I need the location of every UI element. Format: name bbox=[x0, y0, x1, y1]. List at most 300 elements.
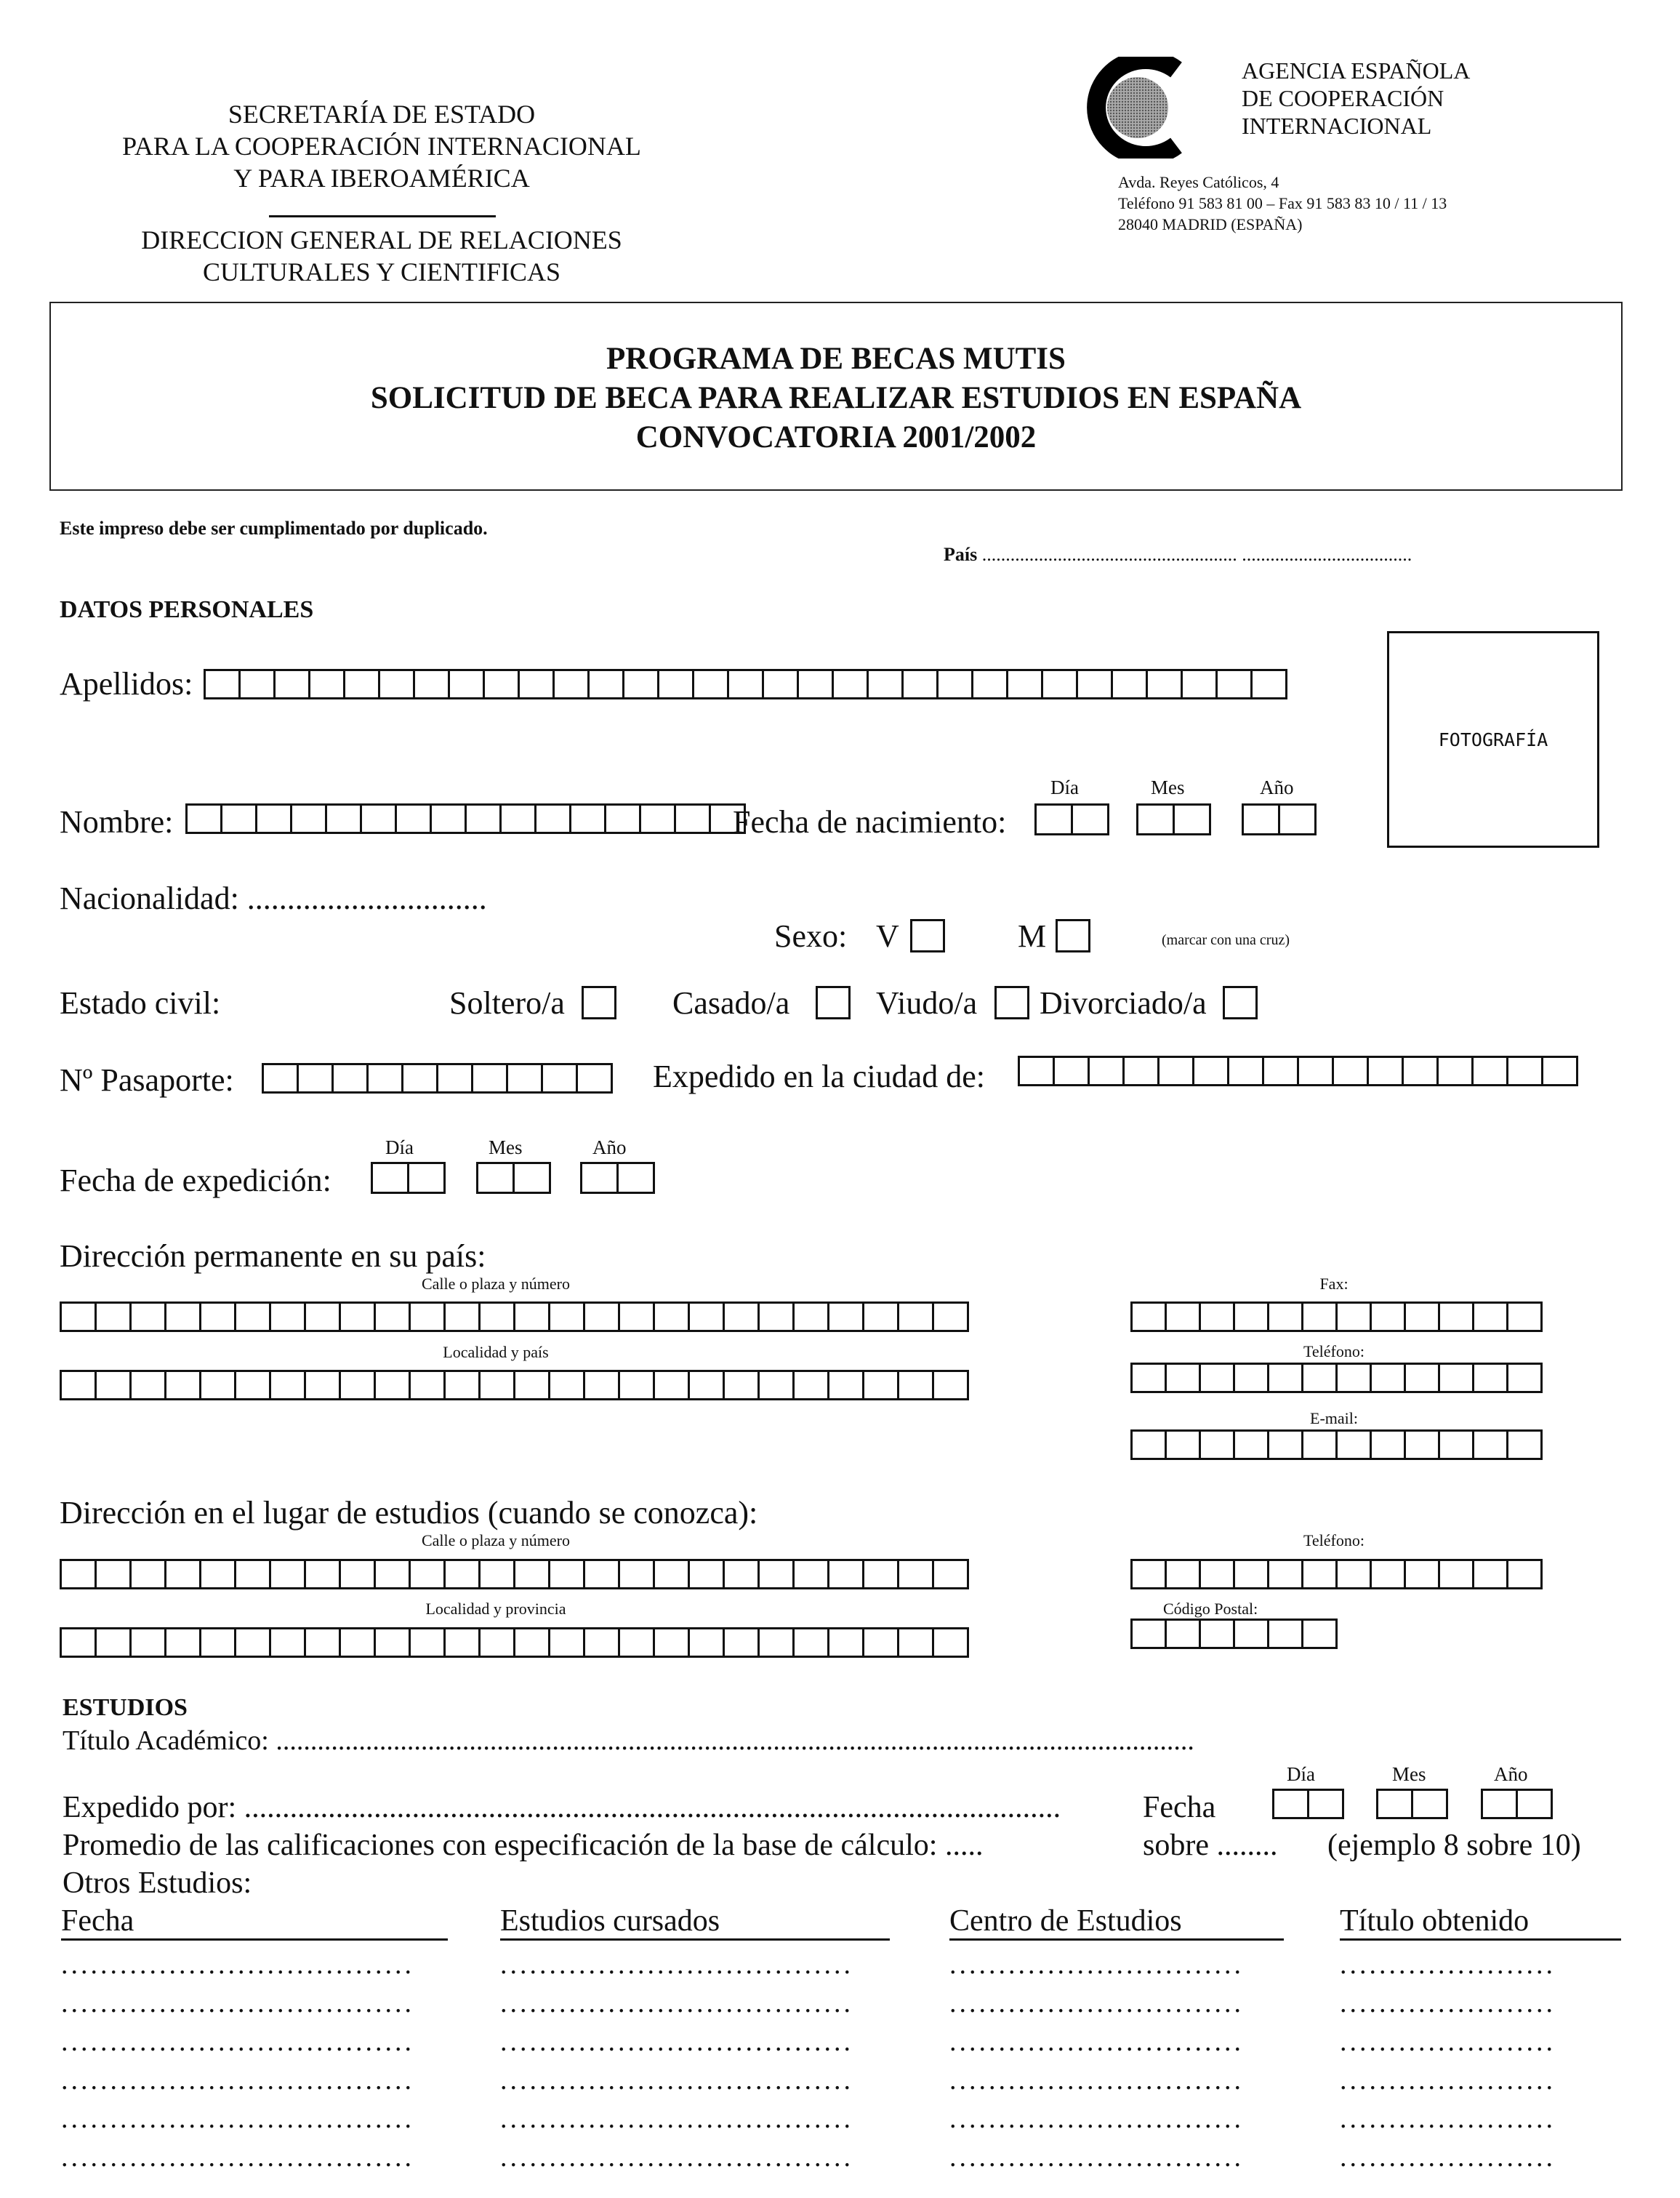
char-box[interactable] bbox=[827, 1370, 864, 1400]
char-box[interactable] bbox=[1278, 803, 1317, 835]
char-box[interactable] bbox=[1301, 1429, 1338, 1460]
address-perm-locality-boxes[interactable] bbox=[60, 1370, 967, 1400]
char-box[interactable] bbox=[541, 1063, 578, 1094]
char-box[interactable] bbox=[757, 1559, 795, 1589]
studies-day-boxes[interactable] bbox=[1272, 1789, 1342, 1819]
char-box[interactable] bbox=[360, 803, 397, 834]
char-box[interactable] bbox=[897, 1627, 934, 1658]
char-box[interactable] bbox=[478, 1370, 515, 1400]
char-box[interactable] bbox=[1130, 1429, 1167, 1460]
char-box[interactable] bbox=[1130, 1301, 1167, 1332]
char-box[interactable] bbox=[1233, 1429, 1269, 1460]
char-box[interactable] bbox=[897, 1370, 934, 1400]
char-box[interactable] bbox=[1041, 669, 1078, 699]
study-row-dots[interactable]: .............................. bbox=[949, 1988, 1244, 2018]
exp-month-boxes[interactable] bbox=[476, 1162, 549, 1194]
study-row-dots[interactable]: ...................... bbox=[1340, 1949, 1556, 1980]
char-box[interactable] bbox=[1404, 1363, 1440, 1393]
soltero-checkbox[interactable] bbox=[582, 986, 616, 1019]
char-box[interactable] bbox=[409, 1301, 446, 1332]
exp-day-boxes[interactable] bbox=[371, 1162, 443, 1194]
char-box[interactable] bbox=[674, 803, 711, 834]
char-box[interactable] bbox=[255, 803, 292, 834]
char-box[interactable] bbox=[518, 669, 555, 699]
char-box[interactable] bbox=[443, 1370, 481, 1400]
char-box[interactable] bbox=[443, 1301, 481, 1332]
char-box[interactable] bbox=[1404, 1301, 1440, 1332]
char-box[interactable] bbox=[1215, 669, 1253, 699]
char-box[interactable] bbox=[378, 669, 415, 699]
study-row-dots[interactable]: ...................... bbox=[1340, 2026, 1556, 2057]
char-box[interactable] bbox=[371, 1162, 409, 1194]
char-box[interactable] bbox=[1272, 1789, 1309, 1819]
photo-box[interactable] bbox=[1387, 631, 1599, 848]
char-box[interactable] bbox=[548, 1627, 585, 1658]
char-box[interactable] bbox=[1301, 1559, 1338, 1589]
char-box[interactable] bbox=[1297, 1056, 1334, 1086]
char-box[interactable] bbox=[1267, 1559, 1303, 1589]
char-box[interactable] bbox=[1199, 1301, 1235, 1332]
char-box[interactable] bbox=[1130, 1559, 1167, 1589]
char-box[interactable] bbox=[1199, 1559, 1235, 1589]
char-box[interactable] bbox=[220, 803, 257, 834]
char-box[interactable] bbox=[723, 1627, 760, 1658]
char-box[interactable] bbox=[269, 1370, 306, 1400]
char-box[interactable] bbox=[932, 1559, 969, 1589]
char-box[interactable] bbox=[471, 1063, 508, 1094]
char-box[interactable] bbox=[653, 1559, 690, 1589]
study-row-dots[interactable]: .................................... bbox=[61, 2065, 414, 2095]
char-box[interactable] bbox=[657, 669, 694, 699]
char-box[interactable] bbox=[129, 1301, 166, 1332]
char-box[interactable] bbox=[832, 669, 869, 699]
study-row-dots[interactable]: .................................... bbox=[500, 1949, 853, 1980]
char-box[interactable] bbox=[1516, 1789, 1553, 1819]
char-box[interactable] bbox=[476, 1162, 515, 1194]
study-row-dots[interactable]: .................................... bbox=[500, 1988, 853, 2018]
char-box[interactable] bbox=[234, 1559, 271, 1589]
expedido-ciudad-boxes[interactable] bbox=[1018, 1056, 1576, 1086]
char-box[interactable] bbox=[1165, 1619, 1201, 1649]
char-box[interactable] bbox=[1122, 1056, 1159, 1086]
study-row-dots[interactable]: ...................... bbox=[1340, 2065, 1556, 2095]
study-row-dots[interactable]: .................................... bbox=[61, 2142, 414, 2173]
char-box[interactable] bbox=[339, 1627, 376, 1658]
char-box[interactable] bbox=[1173, 803, 1211, 835]
expedido-por-field[interactable]: Expedido por: ........................................................................................................... bbox=[63, 1791, 1061, 1824]
char-box[interactable] bbox=[552, 669, 590, 699]
char-box[interactable] bbox=[199, 1627, 236, 1658]
char-box[interactable] bbox=[604, 803, 641, 834]
char-box[interactable] bbox=[548, 1559, 585, 1589]
char-box[interactable] bbox=[692, 669, 729, 699]
study-row-dots[interactable]: ...................... bbox=[1340, 2142, 1556, 2173]
char-box[interactable] bbox=[409, 1370, 446, 1400]
birth-month-boxes[interactable] bbox=[1136, 803, 1209, 835]
char-box[interactable] bbox=[1165, 1429, 1201, 1460]
char-box[interactable] bbox=[1506, 1301, 1543, 1332]
char-box[interactable] bbox=[1088, 1056, 1125, 1086]
char-box[interactable] bbox=[971, 669, 1008, 699]
char-box[interactable] bbox=[269, 1301, 306, 1332]
char-box[interactable] bbox=[1136, 803, 1175, 835]
char-box[interactable] bbox=[443, 1559, 481, 1589]
char-box[interactable] bbox=[1018, 1056, 1055, 1086]
char-box[interactable] bbox=[757, 1301, 795, 1332]
char-box[interactable] bbox=[1034, 803, 1073, 835]
char-box[interactable] bbox=[688, 1627, 725, 1658]
char-box[interactable] bbox=[1506, 1559, 1543, 1589]
char-box[interactable] bbox=[1181, 669, 1218, 699]
char-box[interactable] bbox=[827, 1559, 864, 1589]
char-box[interactable] bbox=[401, 1063, 438, 1094]
char-box[interactable] bbox=[936, 669, 973, 699]
char-box[interactable] bbox=[164, 1370, 201, 1400]
char-box[interactable] bbox=[901, 669, 939, 699]
char-box[interactable] bbox=[407, 1162, 446, 1194]
char-box[interactable] bbox=[583, 1559, 620, 1589]
char-box[interactable] bbox=[688, 1370, 725, 1400]
char-box[interactable] bbox=[129, 1627, 166, 1658]
study-row-dots[interactable]: ...................... bbox=[1340, 1988, 1556, 2018]
char-box[interactable] bbox=[618, 1559, 655, 1589]
char-box[interactable] bbox=[366, 1063, 403, 1094]
char-box[interactable] bbox=[1157, 1056, 1194, 1086]
char-box[interactable] bbox=[129, 1370, 166, 1400]
exp-year-boxes[interactable] bbox=[580, 1162, 653, 1194]
char-box[interactable] bbox=[269, 1559, 306, 1589]
address-study-street-boxes[interactable] bbox=[60, 1559, 967, 1589]
char-box[interactable] bbox=[513, 1627, 550, 1658]
study-row-dots[interactable]: .................................... bbox=[500, 2065, 853, 2095]
char-box[interactable] bbox=[1335, 1559, 1372, 1589]
char-box[interactable] bbox=[1481, 1789, 1518, 1819]
study-row-dots[interactable]: .................................... bbox=[500, 2103, 853, 2134]
char-box[interactable] bbox=[688, 1559, 725, 1589]
char-box[interactable] bbox=[443, 1627, 481, 1658]
char-box[interactable] bbox=[580, 1162, 619, 1194]
char-box[interactable] bbox=[374, 1370, 411, 1400]
char-box[interactable] bbox=[304, 1627, 341, 1658]
char-box[interactable] bbox=[1071, 803, 1109, 835]
char-box[interactable] bbox=[308, 669, 345, 699]
email-boxes[interactable] bbox=[1130, 1429, 1540, 1460]
apellidos-boxes[interactable] bbox=[204, 669, 1285, 699]
char-box[interactable] bbox=[1199, 1363, 1235, 1393]
char-box[interactable] bbox=[723, 1559, 760, 1589]
char-box[interactable] bbox=[430, 803, 467, 834]
study-telefono-boxes[interactable] bbox=[1130, 1559, 1540, 1589]
study-row-dots[interactable]: .................................... bbox=[500, 2142, 853, 2173]
char-box[interactable] bbox=[164, 1301, 201, 1332]
char-box[interactable] bbox=[238, 669, 276, 699]
char-box[interactable] bbox=[576, 1063, 613, 1094]
char-box[interactable] bbox=[1130, 1619, 1167, 1649]
study-row-dots[interactable]: .................................... bbox=[61, 1949, 414, 1980]
sexo-v-checkbox[interactable] bbox=[910, 919, 945, 952]
char-box[interactable] bbox=[1472, 1429, 1508, 1460]
char-box[interactable] bbox=[1367, 1056, 1404, 1086]
char-box[interactable] bbox=[95, 1301, 132, 1332]
char-box[interactable] bbox=[129, 1559, 166, 1589]
char-box[interactable] bbox=[60, 1301, 97, 1332]
char-box[interactable] bbox=[1376, 1789, 1413, 1819]
char-box[interactable] bbox=[513, 1559, 550, 1589]
char-box[interactable] bbox=[827, 1301, 864, 1332]
char-box[interactable] bbox=[304, 1370, 341, 1400]
char-box[interactable] bbox=[727, 669, 764, 699]
char-box[interactable] bbox=[1233, 1619, 1269, 1649]
char-box[interactable] bbox=[618, 1370, 655, 1400]
study-row-dots[interactable]: .............................. bbox=[949, 2103, 1244, 2134]
char-box[interactable] bbox=[1006, 669, 1043, 699]
char-box[interactable] bbox=[409, 1627, 446, 1658]
char-box[interactable] bbox=[339, 1301, 376, 1332]
nacionalidad-field[interactable]: Nacionalidad: .............................. bbox=[60, 881, 487, 916]
sexo-m-checkbox[interactable] bbox=[1056, 919, 1090, 952]
study-row-dots[interactable]: .................................... bbox=[61, 1988, 414, 2018]
char-box[interactable] bbox=[1146, 669, 1183, 699]
char-box[interactable] bbox=[653, 1627, 690, 1658]
char-box[interactable] bbox=[1301, 1619, 1338, 1649]
char-box[interactable] bbox=[932, 1627, 969, 1658]
study-row-dots[interactable]: .................................... bbox=[61, 2103, 414, 2134]
char-box[interactable] bbox=[1199, 1429, 1235, 1460]
char-box[interactable] bbox=[409, 1559, 446, 1589]
char-box[interactable] bbox=[867, 669, 904, 699]
char-box[interactable] bbox=[1438, 1429, 1474, 1460]
char-box[interactable] bbox=[1335, 1363, 1372, 1393]
char-box[interactable] bbox=[897, 1301, 934, 1332]
char-box[interactable] bbox=[1111, 669, 1148, 699]
pasaporte-boxes[interactable] bbox=[262, 1063, 611, 1094]
char-box[interactable] bbox=[331, 1063, 369, 1094]
char-box[interactable] bbox=[653, 1370, 690, 1400]
char-box[interactable] bbox=[185, 803, 222, 834]
char-box[interactable] bbox=[653, 1301, 690, 1332]
perm-telefono-boxes[interactable] bbox=[1130, 1363, 1540, 1393]
char-box[interactable] bbox=[1335, 1301, 1372, 1332]
char-box[interactable] bbox=[1370, 1363, 1406, 1393]
char-box[interactable] bbox=[1541, 1056, 1578, 1086]
divorciado-checkbox[interactable] bbox=[1223, 986, 1258, 1019]
char-box[interactable] bbox=[1233, 1301, 1269, 1332]
study-row-dots[interactable]: ...................... bbox=[1340, 2103, 1556, 2134]
char-box[interactable] bbox=[1404, 1559, 1440, 1589]
char-box[interactable] bbox=[513, 1370, 550, 1400]
char-box[interactable] bbox=[199, 1370, 236, 1400]
char-box[interactable] bbox=[374, 1301, 411, 1332]
char-box[interactable] bbox=[478, 1627, 515, 1658]
char-box[interactable] bbox=[723, 1301, 760, 1332]
char-box[interactable] bbox=[792, 1559, 829, 1589]
char-box[interactable] bbox=[374, 1627, 411, 1658]
char-box[interactable] bbox=[587, 669, 624, 699]
casado-checkbox[interactable] bbox=[816, 986, 851, 1019]
char-box[interactable] bbox=[827, 1627, 864, 1658]
studies-month-boxes[interactable] bbox=[1376, 1789, 1446, 1819]
sobre-field[interactable]: sobre ........ bbox=[1143, 1829, 1278, 1862]
char-box[interactable] bbox=[1267, 1619, 1303, 1649]
viudo-checkbox[interactable] bbox=[994, 986, 1029, 1019]
char-box[interactable] bbox=[618, 1627, 655, 1658]
char-box[interactable] bbox=[199, 1301, 236, 1332]
char-box[interactable] bbox=[1404, 1429, 1440, 1460]
char-box[interactable] bbox=[1307, 1789, 1344, 1819]
pais-field[interactable] bbox=[944, 544, 1412, 566]
char-box[interactable] bbox=[1411, 1789, 1448, 1819]
char-box[interactable] bbox=[60, 1370, 97, 1400]
promedio-field[interactable]: Promedio de las calificaciones con especificación de la base de cálculo: ..... bbox=[63, 1829, 984, 1862]
char-box[interactable] bbox=[723, 1370, 760, 1400]
char-box[interactable] bbox=[234, 1370, 271, 1400]
char-box[interactable] bbox=[60, 1559, 97, 1589]
char-box[interactable] bbox=[688, 1301, 725, 1332]
char-box[interactable] bbox=[1250, 669, 1287, 699]
char-box[interactable] bbox=[343, 669, 380, 699]
char-box[interactable] bbox=[234, 1301, 271, 1332]
char-box[interactable] bbox=[792, 1627, 829, 1658]
char-box[interactable] bbox=[583, 1627, 620, 1658]
char-box[interactable] bbox=[1262, 1056, 1299, 1086]
char-box[interactable] bbox=[757, 1370, 795, 1400]
titulo-academico-field[interactable]: Título Académico: ..................................................................................................................................... bbox=[63, 1725, 1194, 1756]
char-box[interactable] bbox=[297, 1063, 334, 1094]
study-row-dots[interactable]: .............................. bbox=[949, 1949, 1244, 1980]
char-box[interactable] bbox=[95, 1627, 132, 1658]
char-box[interactable] bbox=[304, 1301, 341, 1332]
char-box[interactable] bbox=[1506, 1429, 1543, 1460]
char-box[interactable] bbox=[164, 1559, 201, 1589]
char-box[interactable] bbox=[862, 1370, 899, 1400]
char-box[interactable] bbox=[583, 1301, 620, 1332]
char-box[interactable] bbox=[95, 1370, 132, 1400]
char-box[interactable] bbox=[1335, 1429, 1372, 1460]
char-box[interactable] bbox=[1233, 1559, 1269, 1589]
char-box[interactable] bbox=[513, 1162, 551, 1194]
char-box[interactable] bbox=[1402, 1056, 1439, 1086]
char-box[interactable] bbox=[1199, 1619, 1235, 1649]
char-box[interactable] bbox=[618, 1301, 655, 1332]
char-box[interactable] bbox=[1267, 1363, 1303, 1393]
codigo-postal-boxes[interactable] bbox=[1130, 1619, 1335, 1649]
char-box[interactable] bbox=[204, 669, 241, 699]
char-box[interactable] bbox=[513, 1301, 550, 1332]
char-box[interactable] bbox=[374, 1559, 411, 1589]
char-box[interactable] bbox=[269, 1627, 306, 1658]
char-box[interactable] bbox=[499, 803, 536, 834]
study-row-dots[interactable]: .................................... bbox=[61, 2026, 414, 2057]
char-box[interactable] bbox=[1370, 1559, 1406, 1589]
char-box[interactable] bbox=[290, 803, 327, 834]
char-box[interactable] bbox=[1506, 1363, 1543, 1393]
char-box[interactable] bbox=[436, 1063, 473, 1094]
study-row-dots[interactable]: .............................. bbox=[949, 2142, 1244, 2173]
char-box[interactable] bbox=[164, 1627, 201, 1658]
char-box[interactable] bbox=[762, 669, 799, 699]
char-box[interactable] bbox=[506, 1063, 543, 1094]
char-box[interactable] bbox=[622, 669, 659, 699]
birth-day-boxes[interactable] bbox=[1034, 803, 1107, 835]
nombre-boxes[interactable] bbox=[185, 803, 744, 834]
char-box[interactable] bbox=[932, 1301, 969, 1332]
char-box[interactable] bbox=[1472, 1363, 1508, 1393]
char-box[interactable] bbox=[1165, 1559, 1201, 1589]
char-box[interactable] bbox=[1438, 1559, 1474, 1589]
char-box[interactable] bbox=[897, 1559, 934, 1589]
char-box[interactable] bbox=[413, 669, 450, 699]
char-box[interactable] bbox=[1438, 1301, 1474, 1332]
char-box[interactable] bbox=[797, 669, 834, 699]
char-box[interactable] bbox=[1436, 1056, 1474, 1086]
char-box[interactable] bbox=[262, 1063, 299, 1094]
char-box[interactable] bbox=[1370, 1429, 1406, 1460]
study-row-dots[interactable]: .............................. bbox=[949, 2065, 1244, 2095]
char-box[interactable] bbox=[534, 803, 571, 834]
char-box[interactable] bbox=[1438, 1363, 1474, 1393]
char-box[interactable] bbox=[569, 803, 606, 834]
char-box[interactable] bbox=[339, 1559, 376, 1589]
char-box[interactable] bbox=[1332, 1056, 1369, 1086]
char-box[interactable] bbox=[1076, 669, 1113, 699]
char-box[interactable] bbox=[548, 1370, 585, 1400]
char-box[interactable] bbox=[583, 1370, 620, 1400]
address-study-locality-boxes[interactable] bbox=[60, 1627, 967, 1658]
address-perm-street-boxes[interactable] bbox=[60, 1301, 967, 1332]
char-box[interactable] bbox=[273, 669, 310, 699]
char-box[interactable] bbox=[304, 1559, 341, 1589]
char-box[interactable] bbox=[1165, 1363, 1201, 1393]
char-box[interactable] bbox=[478, 1301, 515, 1332]
char-box[interactable] bbox=[548, 1301, 585, 1332]
char-box[interactable] bbox=[1165, 1301, 1201, 1332]
char-box[interactable] bbox=[1233, 1363, 1269, 1393]
char-box[interactable] bbox=[792, 1301, 829, 1332]
char-box[interactable] bbox=[1472, 1301, 1508, 1332]
char-box[interactable] bbox=[792, 1370, 829, 1400]
char-box[interactable] bbox=[1192, 1056, 1229, 1086]
char-box[interactable] bbox=[234, 1627, 271, 1658]
char-box[interactable] bbox=[1471, 1056, 1508, 1086]
char-box[interactable] bbox=[1370, 1301, 1406, 1332]
char-box[interactable] bbox=[1506, 1056, 1543, 1086]
char-box[interactable] bbox=[339, 1370, 376, 1400]
birth-year-boxes[interactable] bbox=[1242, 803, 1314, 835]
char-box[interactable] bbox=[1267, 1301, 1303, 1332]
char-box[interactable] bbox=[1301, 1301, 1338, 1332]
char-box[interactable] bbox=[1130, 1363, 1167, 1393]
char-box[interactable] bbox=[1242, 803, 1280, 835]
study-row-dots[interactable]: .............................. bbox=[949, 2026, 1244, 2057]
char-box[interactable] bbox=[639, 803, 676, 834]
char-box[interactable] bbox=[862, 1301, 899, 1332]
char-box[interactable] bbox=[199, 1559, 236, 1589]
char-box[interactable] bbox=[483, 669, 520, 699]
char-box[interactable] bbox=[1053, 1056, 1090, 1086]
char-box[interactable] bbox=[478, 1559, 515, 1589]
char-box[interactable] bbox=[616, 1162, 655, 1194]
char-box[interactable] bbox=[862, 1559, 899, 1589]
char-box[interactable] bbox=[1227, 1056, 1264, 1086]
char-box[interactable] bbox=[60, 1627, 97, 1658]
char-box[interactable] bbox=[395, 803, 432, 834]
char-box[interactable] bbox=[95, 1559, 132, 1589]
studies-year-boxes[interactable] bbox=[1481, 1789, 1551, 1819]
char-box[interactable] bbox=[1267, 1429, 1303, 1460]
char-box[interactable] bbox=[325, 803, 362, 834]
fax-boxes[interactable] bbox=[1130, 1301, 1540, 1332]
char-box[interactable] bbox=[932, 1370, 969, 1400]
